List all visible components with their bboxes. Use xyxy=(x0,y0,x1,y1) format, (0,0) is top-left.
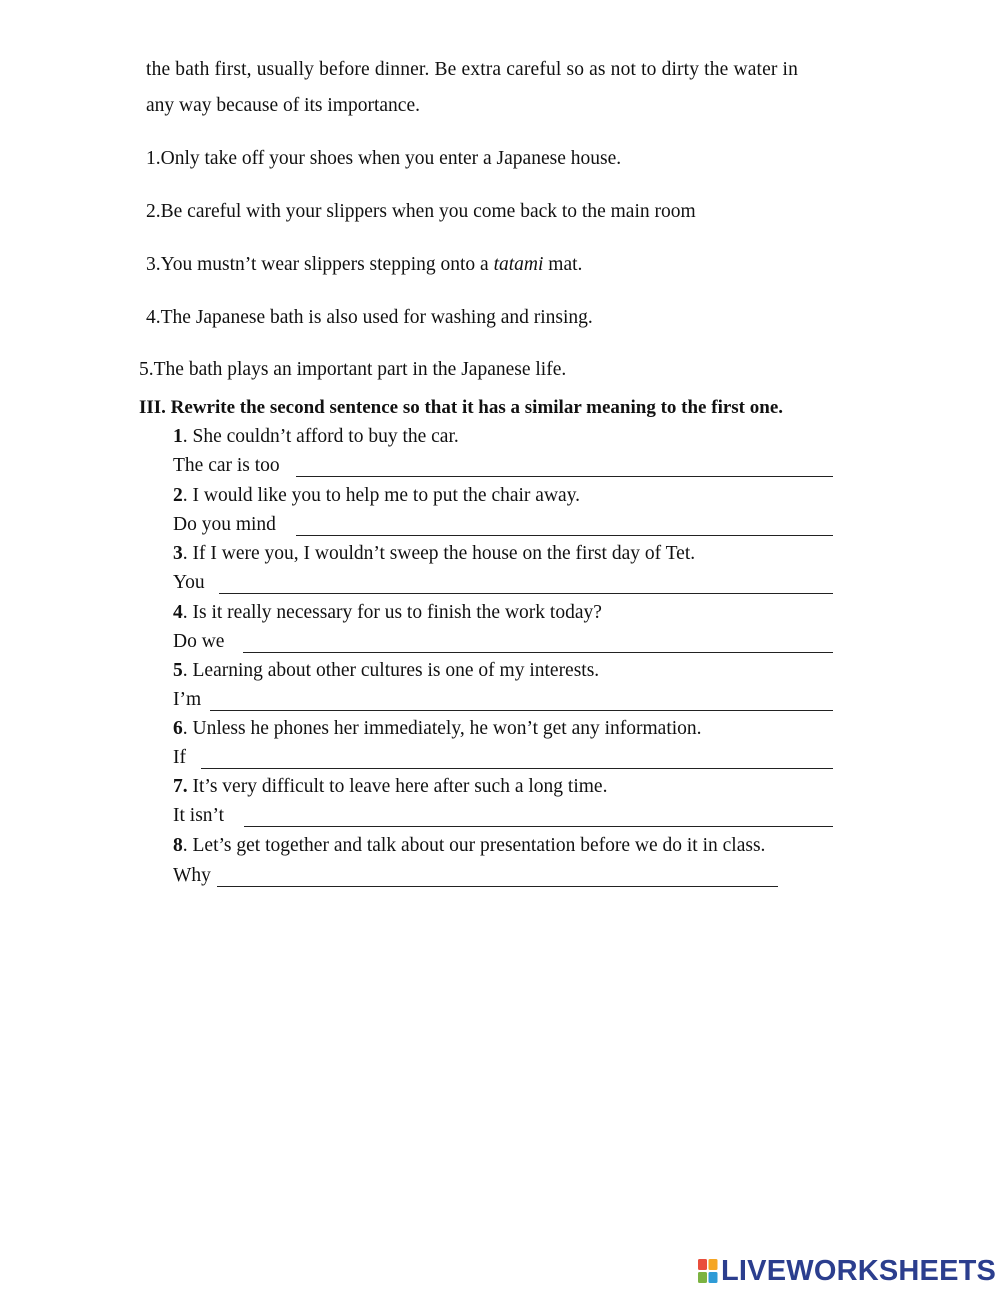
statement-1: 1.Only take off your shoes when you enter a Japanese house. xyxy=(146,148,622,169)
passage-line-1: the bath first, usually before dinner. Be extra careful so as not to dirty the water in xyxy=(146,59,799,80)
item-4-text: Is it really necessary for us to finish the work today? xyxy=(187,602,602,623)
item-2-text: I would like you to help me to put the chair away. xyxy=(187,485,581,506)
statement-2: 2.Be careful with your slippers when you come back to the main room xyxy=(146,201,696,222)
item-8-sentence xyxy=(173,834,765,858)
item-7-sentence xyxy=(173,775,607,799)
item-6-answer-line xyxy=(201,768,833,769)
liveworksheets-logo-text: LIVEWORKSHEETS xyxy=(721,1254,997,1287)
item-1-text: She couldn’t afford to buy the car. xyxy=(187,426,459,447)
item-8-stem: Why xyxy=(173,865,211,886)
item-5-text: Learning about other cultures is one of my interests. xyxy=(187,660,600,681)
item-2-stem: Do you mind xyxy=(173,514,276,535)
item-7-answer-field[interactable] xyxy=(244,804,833,826)
logo-block-blue xyxy=(709,1272,718,1283)
item-7-answer-line xyxy=(244,826,833,827)
item-1-sep: . xyxy=(182,426,188,447)
item-1-stem: The car is too xyxy=(173,455,280,476)
item-8-answer-line xyxy=(217,886,778,887)
item-8-text: Let’s get together and talk about our presentation before we do it in class. xyxy=(187,835,766,856)
item-8-sep: . xyxy=(182,835,188,856)
item-7-text: It’s very difficult to leave here after such a long time. xyxy=(187,776,608,797)
item-7-number: 7. xyxy=(173,776,188,797)
item-6-sentence xyxy=(173,717,702,741)
item-4-stem: Do we xyxy=(173,631,225,652)
section-3-heading: III. Rewrite the second sentence so that it has a similar meaning to the first one. xyxy=(139,397,784,418)
passage-line-2: any way because of its importance. xyxy=(146,95,420,116)
item-2-answer-field[interactable] xyxy=(296,513,833,535)
item-5-sentence xyxy=(173,659,599,683)
statement-3-italic-term: tatami xyxy=(493,254,544,275)
item-7-stem: It isn’t xyxy=(173,805,225,826)
statement-5: 5.The bath plays an important part in the Japanese life. xyxy=(139,359,567,380)
item-2-number: 2 xyxy=(173,485,183,506)
statement-3-text-a: 3.You mustn’t wear slippers stepping onto a xyxy=(146,254,494,275)
item-8-number: 8 xyxy=(173,835,183,856)
item-2-sentence xyxy=(173,484,580,508)
item-3-answer-field[interactable] xyxy=(219,571,833,593)
item-3-stem: You xyxy=(173,572,205,593)
item-3-answer-line xyxy=(219,593,833,594)
logo-block-red xyxy=(698,1259,707,1270)
item-4-sep: . xyxy=(182,602,188,623)
item-1-number: 1 xyxy=(173,426,183,447)
liveworksheets-logo xyxy=(698,1256,996,1286)
item-4-answer-line xyxy=(243,652,833,653)
item-6-sep: . xyxy=(182,718,188,739)
item-1-answer-field[interactable] xyxy=(296,454,833,476)
item-4-answer-field[interactable] xyxy=(243,630,833,652)
item-6-text: Unless he phones her immediately, he won’t get any information. xyxy=(187,718,702,739)
logo-block-orange xyxy=(709,1259,718,1270)
item-6-number: 6 xyxy=(173,718,183,739)
item-3-text: If I were you, I wouldn’t sweep the house on the first day of Tet. xyxy=(187,543,696,564)
item-3-sep: . xyxy=(182,543,188,564)
item-5-answer-field[interactable] xyxy=(210,688,833,710)
item-3-sentence xyxy=(173,542,695,566)
item-5-number: 5 xyxy=(173,660,183,681)
item-5-answer-line xyxy=(210,710,833,711)
item-3-number: 3 xyxy=(173,543,183,564)
item-8-answer-field[interactable] xyxy=(217,864,778,886)
item-6-stem: If xyxy=(173,747,186,768)
item-2-answer-line xyxy=(296,535,833,536)
item-1-answer-line xyxy=(296,476,833,477)
statement-3-text-b: mat. xyxy=(543,254,583,275)
item-2-sep: . xyxy=(182,485,188,506)
logo-block-green xyxy=(698,1272,707,1283)
statement-4: 4.The Japanese bath is also used for washing and rinsing. xyxy=(146,307,593,328)
liveworksheets-logo-icon xyxy=(698,1259,718,1283)
item-4-sentence xyxy=(173,601,602,625)
item-1-sentence xyxy=(173,425,459,449)
item-5-stem: I’m xyxy=(173,689,202,710)
item-5-sep: . xyxy=(182,660,188,681)
statement-3 xyxy=(146,253,582,277)
item-4-number: 4 xyxy=(173,602,183,623)
item-6-answer-field[interactable] xyxy=(201,746,833,768)
